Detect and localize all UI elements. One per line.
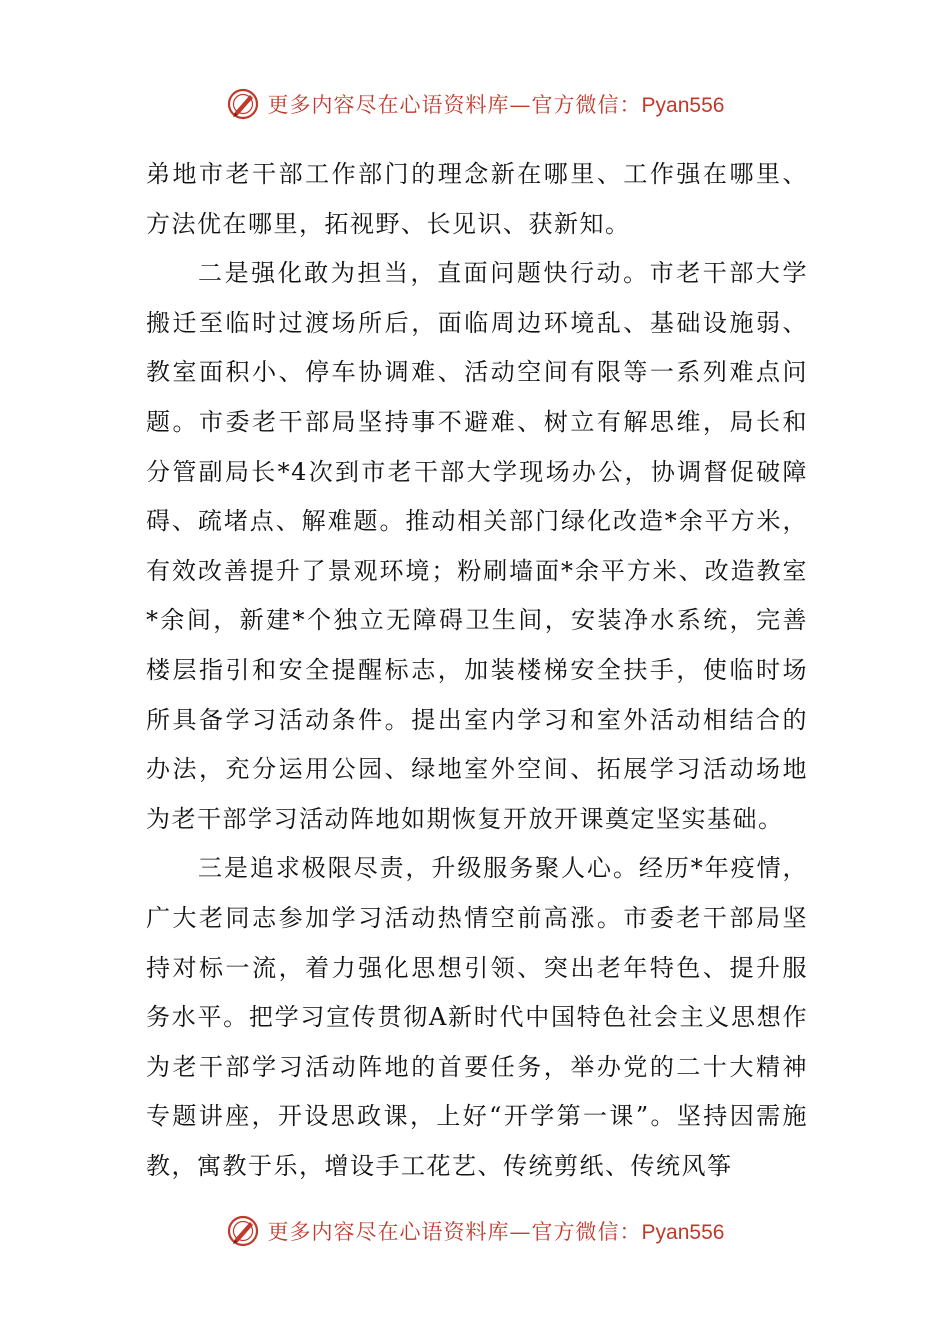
footer-banner-label: 更多内容尽在心语资料库—官方微信：: [267, 1220, 642, 1244]
pen-circle-logo-icon: [226, 87, 260, 121]
header-banner-text: [268, 89, 725, 119]
header-banner-label: 更多内容尽在心语资料库—官方微信：: [267, 93, 642, 117]
pen-circle-logo-icon: [226, 1214, 260, 1248]
footer-banner-text: [268, 1216, 725, 1246]
header-wechat-id: Pyan556: [641, 94, 725, 117]
header-banner: [0, 84, 950, 124]
paragraph-2: 二是强化敢为担当，直面问题快行动。市老干部大学搬迁至临时过渡场所后，面临周边环境乱、基础设施弱、教室面积小、停车协调难、活动空间有限等一系列难点问题。市委老干部局坚持事不避难、树立有解思维，局长和分管副局长*4次到市老干部大学现场办公，协调督促破障碍、疏堵点、解难题。推动相关部门绿化改造*余平方米，有效改善提升了景观环境；粉刷墙面*余平方米、改造教室*余间，新建*个独立无障碍卫生间，安装净水系统，完善楼层指引和安全提醒标志，加装楼梯安全扶手，使临时场所具备学习活动条件。提出室内学习和室外活动相结合的办法，充分运用公园、绿地室外空间、拓展学习活动场地为老干部学习活动阵地如期恢复开放开课奠定坚实基础。: [146, 259, 808, 833]
document-body: [146, 150, 808, 1191]
footer-wechat-id: Pyan556: [641, 1221, 725, 1244]
paragraph-1: 弟地市老干部工作部门的理念新在哪里、工作强在哪里、方法优在哪里，拓视野、长见识、获新知。: [146, 160, 808, 238]
paragraph-3: 三是追求极限尽责，升级服务聚人心。经历*年疫情，广大老同志参加学习活动热情空前高涨。市委老干部局坚持对标一流，着力强化思想引领、突出老年特色、提升服务水平。把学习宣传贯彻A新时代中国特色社会主义思想作为老干部学习活动阵地的首要任务，举办党的二十大精神专题讲座，开设思政课，上好“开学第一课”。坚持因需施教，寓教于乐，增设手工花艺、传统剪纸、传统风筝: [146, 854, 808, 1180]
footer-banner: [0, 1211, 950, 1251]
